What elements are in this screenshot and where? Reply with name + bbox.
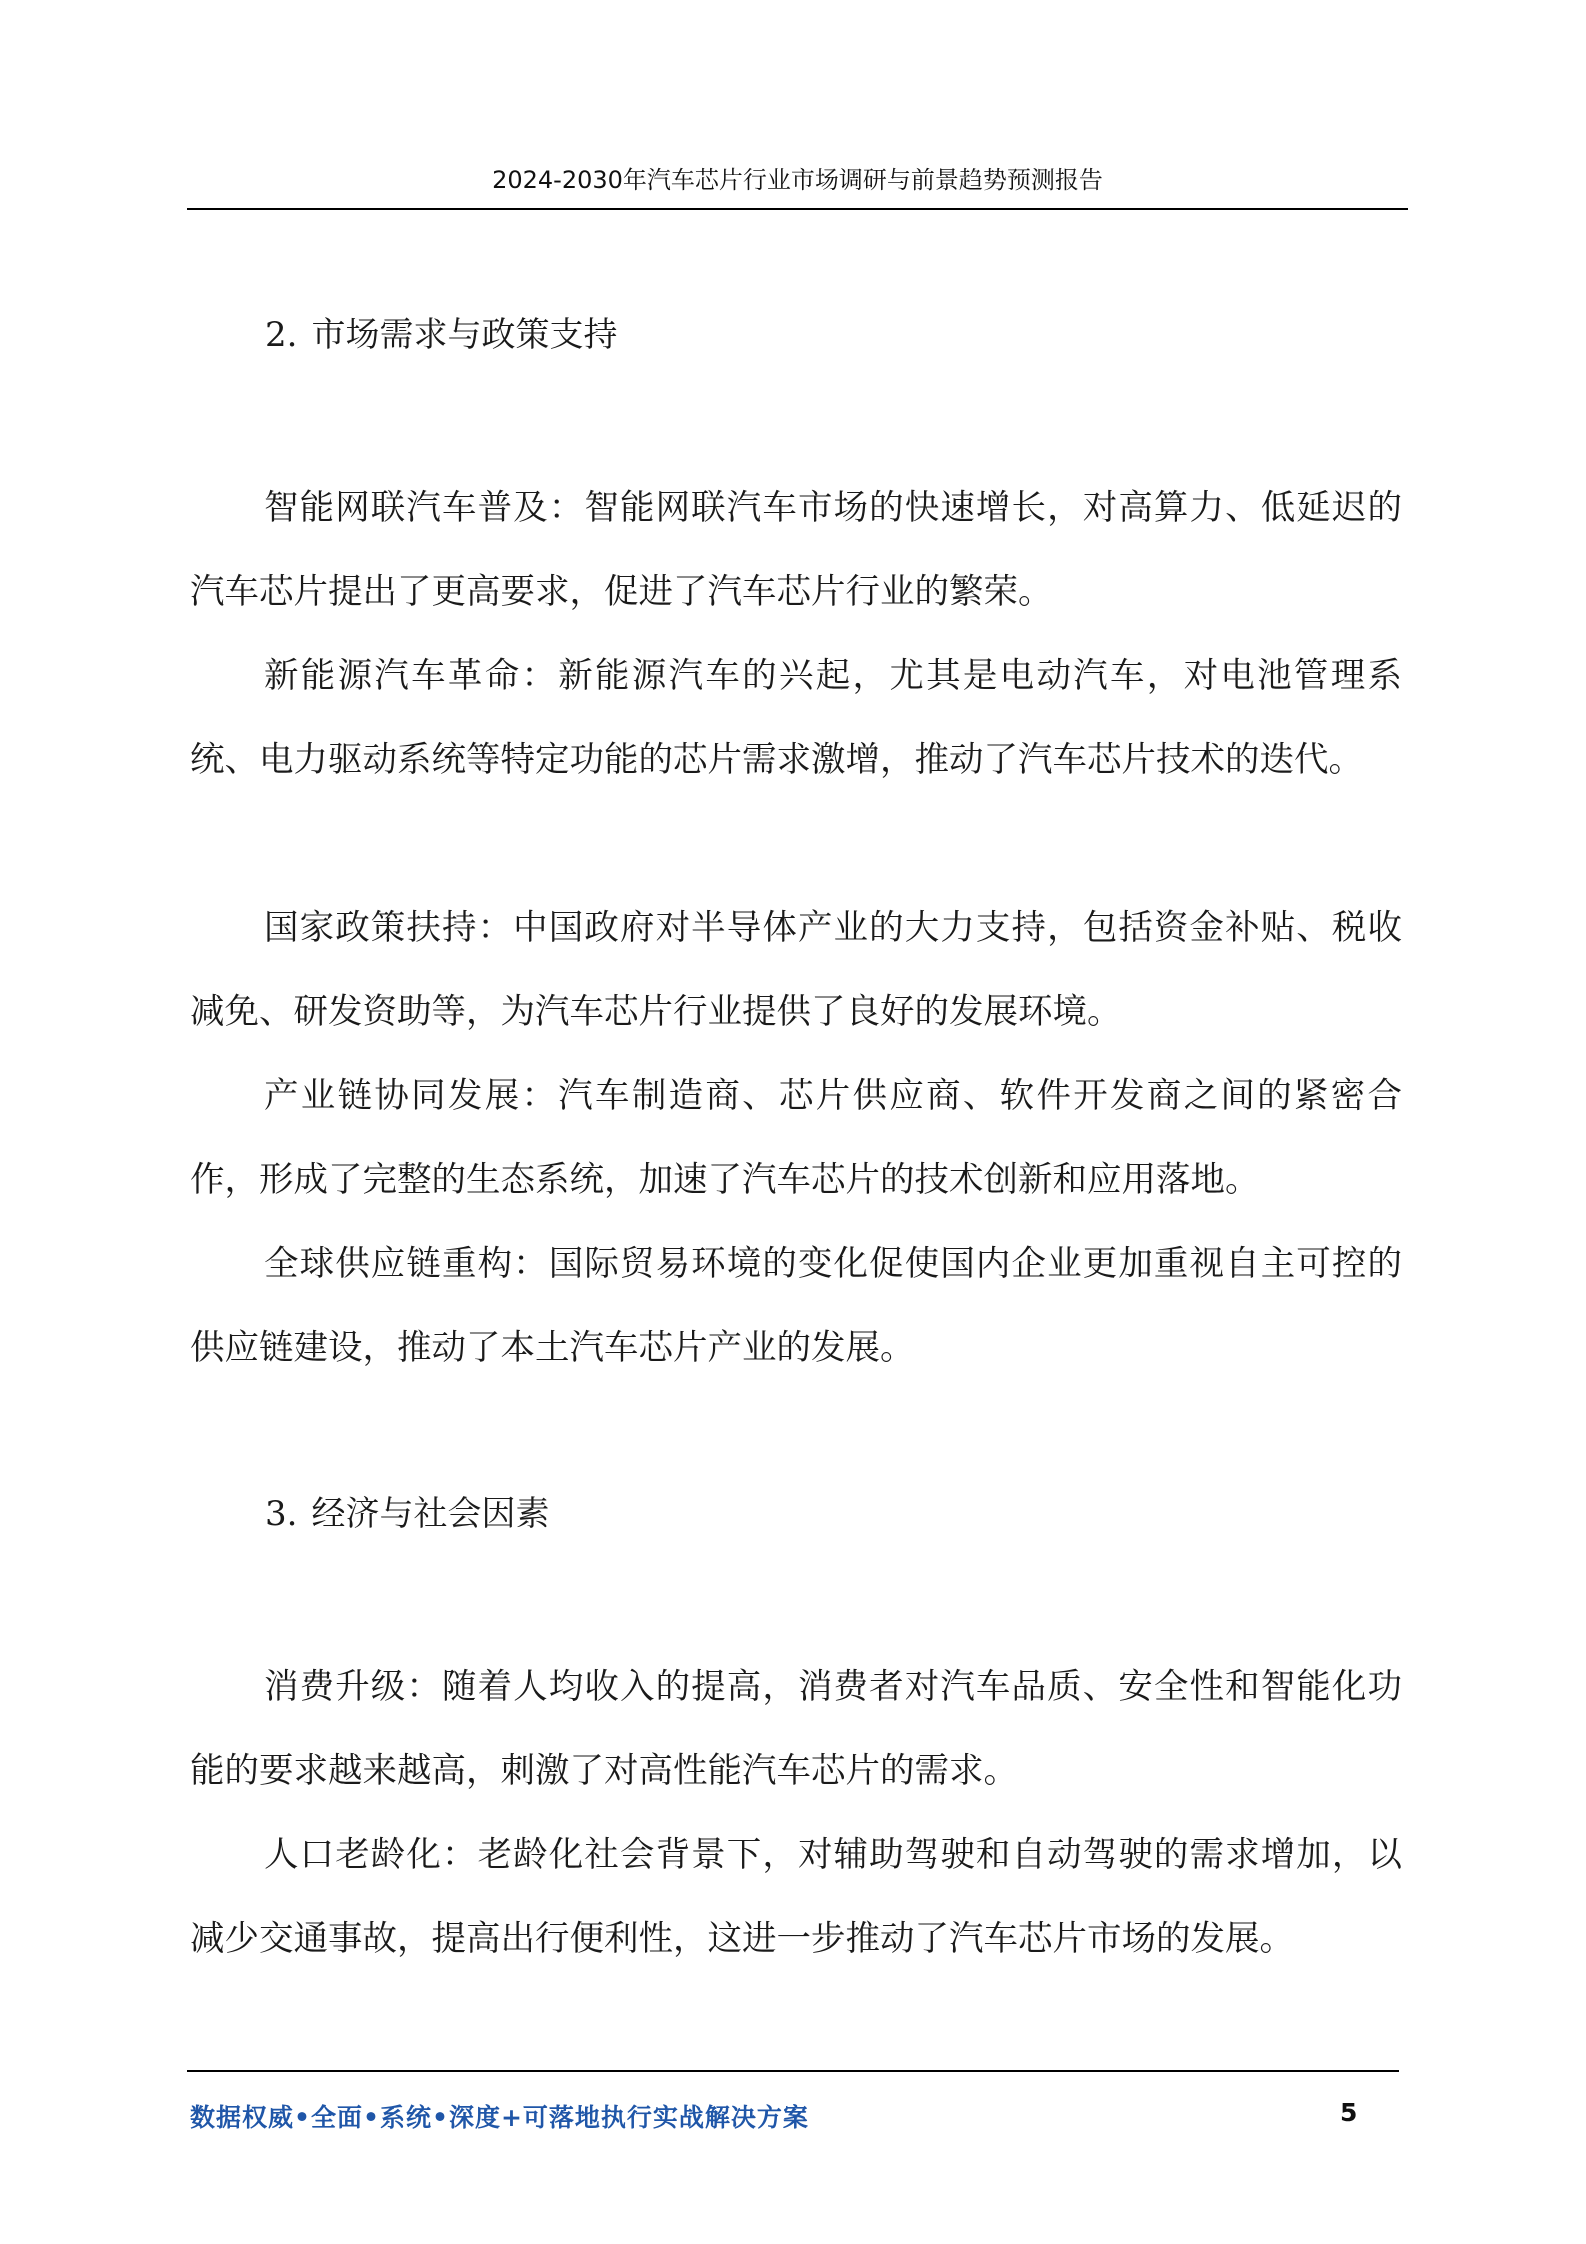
page-number: 5 <box>1340 2098 1358 2127</box>
section-number: 2. <box>265 315 298 355</box>
paragraph-industry-chain: 产业链协同发展：汽车制造商、芯片供应商、软件开发商之间的紧密合作，形成了完整的生态系统，加速了汽车芯片的技术创新和应用落地。 <box>190 1076 1402 1200</box>
section-title: 经济与社会因素 <box>311 1494 550 1534</box>
header-divider <box>187 208 1408 210</box>
paragraph-aging-population: 人口老龄化：老龄化社会背景下，对辅助驾驶和自动驾驶的需求增加，以减少交通事故，提高出行便利性，这进一步推动了汽车芯片市场的发展。 <box>190 1835 1402 1959</box>
paragraph-consumption-upgrade: 消费升级：随着人均收入的提高，消费者对汽车品质、安全性和智能化功能的要求越来越高，刺激了对高性能汽车芯片的需求。 <box>190 1667 1402 1791</box>
section-title: 市场需求与政策支持 <box>311 315 618 355</box>
section-heading-3 <box>265 1494 549 1534</box>
footer-slogan: 数据权威•全面•系统•深度+可落地执行实战解决方案 <box>190 2103 809 2132</box>
footer-divider <box>187 2070 1399 2072</box>
section-heading-2 <box>265 315 617 355</box>
page-header-title: 2024-2030年汽车芯片行业市场调研与前景趋势预测报告 <box>492 166 1103 194</box>
paragraph-national-policy: 国家政策扶持：中国政府对半导体产业的大力支持，包括资金补贴、税收减免、研发资助等，为汽车芯片行业提供了良好的发展环境。 <box>190 908 1402 1032</box>
section-number: 3. <box>265 1494 298 1534</box>
paragraph-smart-connected-cars: 智能网联汽车普及：智能网联汽车市场的快速增长，对高算力、低延迟的汽车芯片提出了更高要求，促进了汽车芯片行业的繁荣。 <box>190 488 1402 612</box>
paragraph-new-energy-vehicles: 新能源汽车革命：新能源汽车的兴起，尤其是电动汽车，对电池管理系统、电力驱动系统等特定功能的芯片需求激增，推动了汽车芯片技术的迭代。 <box>190 656 1402 780</box>
paragraph-global-supply-chain: 全球供应链重构：国际贸易环境的变化促使国内企业更加重视自主可控的供应链建设，推动了本土汽车芯片产业的发展。 <box>190 1244 1402 1368</box>
